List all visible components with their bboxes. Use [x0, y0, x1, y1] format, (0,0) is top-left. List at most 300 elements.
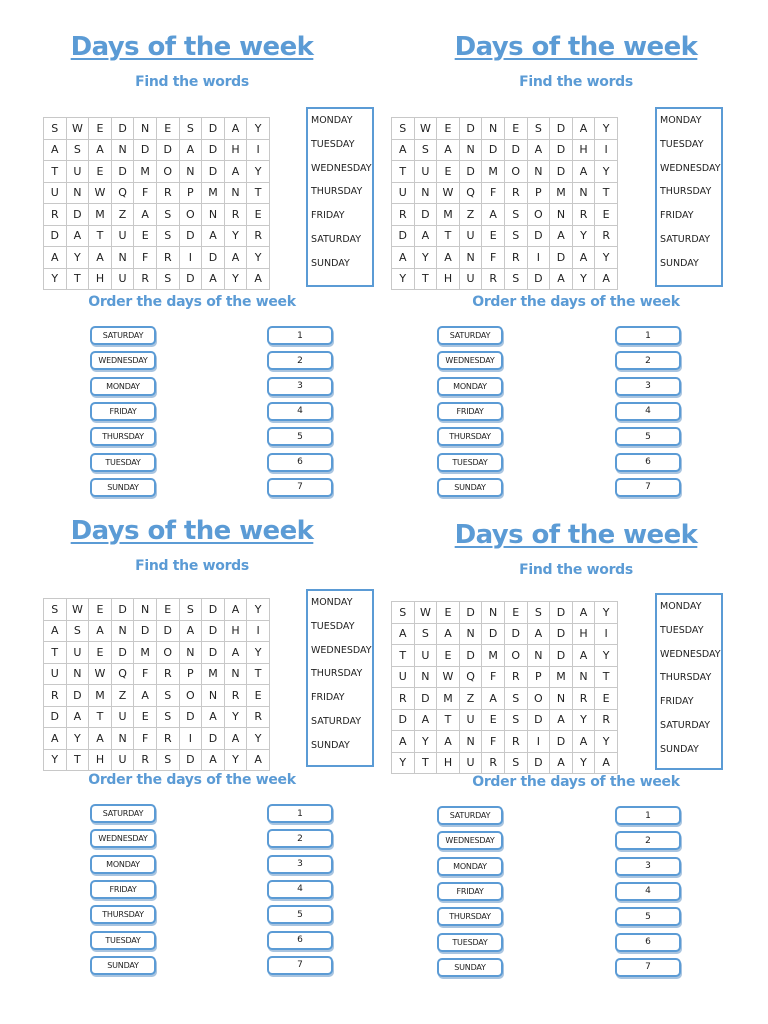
grid-letter-cell[interactable]: E	[482, 709, 505, 731]
grid-letter-cell[interactable]: D	[482, 623, 505, 645]
grid-letter-cell[interactable]: U	[459, 268, 482, 290]
grid-letter-cell[interactable]: P	[527, 666, 550, 688]
day-card[interactable]: THURSDAY	[90, 427, 156, 446]
grid-letter-cell[interactable]: T	[414, 268, 437, 290]
grid-letter-cell[interactable]: E	[247, 685, 270, 707]
grid-letter-cell[interactable]: Y	[572, 225, 595, 247]
day-card[interactable]: SUNDAY	[437, 958, 503, 977]
grid-letter-cell[interactable]: W	[414, 118, 437, 140]
grid-letter-cell[interactable]: Y	[247, 728, 270, 750]
grid-letter-cell[interactable]: U	[392, 666, 415, 688]
order-number-slot[interactable]: 4	[267, 402, 333, 421]
grid-letter-cell[interactable]: E	[595, 688, 618, 710]
grid-letter-cell[interactable]: N	[111, 620, 134, 642]
grid-letter-cell[interactable]: S	[504, 204, 527, 226]
grid-letter-cell[interactable]: A	[224, 642, 247, 664]
grid-letter-cell[interactable]: Z	[459, 204, 482, 226]
grid-letter-cell[interactable]: U	[111, 706, 134, 728]
grid-letter-cell[interactable]: N	[179, 161, 202, 183]
grid-letter-cell[interactable]: A	[437, 731, 460, 753]
grid-letter-cell[interactable]: S	[527, 118, 550, 140]
grid-letter-cell[interactable]: D	[202, 642, 225, 664]
grid-letter-cell[interactable]: A	[224, 728, 247, 750]
grid-letter-cell[interactable]: E	[482, 225, 505, 247]
grid-letter-cell[interactable]: D	[179, 268, 202, 290]
grid-letter-cell[interactable]: E	[156, 599, 179, 621]
order-number-slot[interactable]: 1	[267, 804, 333, 823]
grid-letter-cell[interactable]: E	[89, 118, 112, 140]
grid-letter-cell[interactable]: O	[156, 642, 179, 664]
grid-letter-cell[interactable]: E	[437, 161, 460, 183]
grid-letter-cell[interactable]: A	[224, 118, 247, 140]
grid-letter-cell[interactable]: Y	[572, 752, 595, 774]
grid-letter-cell[interactable]: A	[224, 599, 247, 621]
grid-letter-cell[interactable]: I	[527, 731, 550, 753]
grid-letter-cell[interactable]: U	[414, 645, 437, 667]
grid-letter-cell[interactable]: A	[595, 268, 618, 290]
grid-letter-cell[interactable]: Y	[44, 749, 67, 771]
grid-letter-cell[interactable]: S	[179, 118, 202, 140]
day-card[interactable]: SATURDAY	[437, 326, 503, 345]
grid-letter-cell[interactable]: A	[437, 623, 460, 645]
grid-letter-cell[interactable]: A	[179, 139, 202, 161]
grid-letter-cell[interactable]: A	[550, 709, 573, 731]
day-card[interactable]: SATURDAY	[437, 806, 503, 825]
day-card[interactable]: TUESDAY	[437, 453, 503, 472]
grid-letter-cell[interactable]: R	[44, 204, 67, 226]
grid-letter-cell[interactable]: A	[44, 247, 67, 269]
grid-letter-cell[interactable]: D	[392, 225, 415, 247]
grid-letter-cell[interactable]: S	[504, 225, 527, 247]
grid-letter-cell[interactable]: Y	[595, 731, 618, 753]
grid-letter-cell[interactable]: T	[595, 666, 618, 688]
grid-letter-cell[interactable]: H	[224, 139, 247, 161]
grid-letter-cell[interactable]: Y	[247, 247, 270, 269]
grid-letter-cell[interactable]: M	[437, 204, 460, 226]
grid-letter-cell[interactable]: T	[44, 161, 67, 183]
grid-letter-cell[interactable]: A	[392, 731, 415, 753]
grid-letter-cell[interactable]: R	[156, 182, 179, 204]
grid-letter-cell[interactable]: M	[202, 182, 225, 204]
order-number-slot[interactable]: 6	[267, 931, 333, 950]
grid-letter-cell[interactable]: F	[134, 182, 157, 204]
grid-letter-cell[interactable]: E	[89, 161, 112, 183]
order-number-slot[interactable]: 4	[615, 882, 681, 901]
grid-letter-cell[interactable]: D	[66, 685, 89, 707]
grid-letter-cell[interactable]: A	[482, 688, 505, 710]
grid-letter-cell[interactable]: U	[66, 642, 89, 664]
grid-letter-cell[interactable]: D	[111, 161, 134, 183]
day-card[interactable]: WEDNESDAY	[437, 831, 503, 850]
order-number-slot[interactable]: 7	[615, 478, 681, 497]
grid-letter-cell[interactable]: I	[179, 247, 202, 269]
grid-letter-cell[interactable]: R	[392, 688, 415, 710]
grid-letter-cell[interactable]: D	[111, 599, 134, 621]
grid-letter-cell[interactable]: W	[66, 599, 89, 621]
order-number-slot[interactable]: 1	[615, 326, 681, 345]
day-card[interactable]: TUESDAY	[90, 931, 156, 950]
grid-letter-cell[interactable]: S	[527, 602, 550, 624]
grid-letter-cell[interactable]: E	[156, 118, 179, 140]
grid-letter-cell[interactable]: A	[414, 225, 437, 247]
grid-letter-cell[interactable]: R	[504, 666, 527, 688]
grid-letter-cell[interactable]: A	[392, 247, 415, 269]
grid-letter-cell[interactable]: A	[482, 204, 505, 226]
grid-letter-cell[interactable]: D	[202, 599, 225, 621]
grid-letter-cell[interactable]: D	[459, 645, 482, 667]
grid-letter-cell[interactable]: S	[504, 709, 527, 731]
grid-letter-cell[interactable]: E	[504, 118, 527, 140]
order-number-slot[interactable]: 2	[267, 351, 333, 370]
grid-letter-cell[interactable]: Y	[247, 118, 270, 140]
order-number-slot[interactable]: 4	[615, 402, 681, 421]
grid-letter-cell[interactable]: R	[595, 709, 618, 731]
grid-letter-cell[interactable]: I	[527, 247, 550, 269]
order-number-slot[interactable]: 7	[267, 478, 333, 497]
grid-letter-cell[interactable]: U	[459, 225, 482, 247]
grid-letter-cell[interactable]: A	[134, 685, 157, 707]
grid-letter-cell[interactable]: A	[414, 709, 437, 731]
grid-letter-cell[interactable]: N	[527, 645, 550, 667]
grid-letter-cell[interactable]: Y	[414, 247, 437, 269]
grid-letter-cell[interactable]: R	[156, 247, 179, 269]
day-card[interactable]: MONDAY	[90, 377, 156, 396]
grid-letter-cell[interactable]: P	[179, 663, 202, 685]
grid-letter-cell[interactable]: A	[44, 728, 67, 750]
grid-letter-cell[interactable]: T	[437, 709, 460, 731]
order-number-slot[interactable]: 7	[267, 956, 333, 975]
grid-letter-cell[interactable]: T	[66, 749, 89, 771]
day-card[interactable]: WEDNESDAY	[90, 351, 156, 370]
grid-letter-cell[interactable]: R	[572, 204, 595, 226]
grid-letter-cell[interactable]: A	[550, 225, 573, 247]
grid-letter-cell[interactable]: A	[572, 645, 595, 667]
grid-letter-cell[interactable]: I	[595, 139, 618, 161]
grid-letter-cell[interactable]: N	[202, 204, 225, 226]
grid-letter-cell[interactable]: N	[459, 247, 482, 269]
grid-letter-cell[interactable]: H	[224, 620, 247, 642]
grid-letter-cell[interactable]: H	[89, 268, 112, 290]
grid-letter-cell[interactable]: A	[550, 752, 573, 774]
grid-letter-cell[interactable]: M	[550, 666, 573, 688]
grid-letter-cell[interactable]: Y	[247, 599, 270, 621]
grid-letter-cell[interactable]: E	[134, 225, 157, 247]
grid-letter-cell[interactable]: D	[111, 642, 134, 664]
grid-letter-cell[interactable]: H	[89, 749, 112, 771]
grid-letter-cell[interactable]: M	[134, 642, 157, 664]
grid-letter-cell[interactable]: D	[202, 139, 225, 161]
grid-letter-cell[interactable]: R	[572, 688, 595, 710]
grid-letter-cell[interactable]: Z	[111, 685, 134, 707]
grid-letter-cell[interactable]: D	[44, 225, 67, 247]
grid-letter-cell[interactable]: A	[89, 139, 112, 161]
grid-letter-cell[interactable]: D	[550, 645, 573, 667]
grid-letter-cell[interactable]: M	[437, 688, 460, 710]
grid-letter-cell[interactable]: F	[482, 182, 505, 204]
day-card[interactable]: TUESDAY	[90, 453, 156, 472]
day-card[interactable]: FRIDAY	[90, 880, 156, 899]
grid-letter-cell[interactable]: M	[550, 182, 573, 204]
grid-letter-cell[interactable]: A	[247, 749, 270, 771]
day-card[interactable]: TUESDAY	[437, 933, 503, 952]
grid-letter-cell[interactable]: Z	[111, 204, 134, 226]
grid-letter-cell[interactable]: T	[44, 642, 67, 664]
grid-letter-cell[interactable]: Y	[572, 709, 595, 731]
day-card[interactable]: THURSDAY	[437, 427, 503, 446]
grid-letter-cell[interactable]: E	[437, 602, 460, 624]
grid-letter-cell[interactable]: E	[437, 118, 460, 140]
grid-letter-cell[interactable]: F	[134, 728, 157, 750]
grid-letter-cell[interactable]: A	[550, 268, 573, 290]
day-card[interactable]: MONDAY	[437, 857, 503, 876]
grid-letter-cell[interactable]: A	[44, 139, 67, 161]
grid-letter-cell[interactable]: N	[179, 642, 202, 664]
grid-letter-cell[interactable]: A	[572, 731, 595, 753]
grid-letter-cell[interactable]: F	[134, 247, 157, 269]
grid-letter-cell[interactable]: A	[392, 139, 415, 161]
grid-letter-cell[interactable]: N	[134, 599, 157, 621]
grid-letter-cell[interactable]: Y	[595, 645, 618, 667]
order-number-slot[interactable]: 2	[267, 829, 333, 848]
grid-letter-cell[interactable]: D	[550, 139, 573, 161]
grid-letter-cell[interactable]: A	[44, 620, 67, 642]
grid-letter-cell[interactable]: U	[392, 182, 415, 204]
order-number-slot[interactable]: 6	[615, 933, 681, 952]
grid-letter-cell[interactable]: Y	[392, 752, 415, 774]
grid-letter-cell[interactable]: R	[595, 225, 618, 247]
grid-letter-cell[interactable]: R	[504, 731, 527, 753]
grid-letter-cell[interactable]: R	[156, 663, 179, 685]
day-card[interactable]: THURSDAY	[437, 907, 503, 926]
grid-letter-cell[interactable]: R	[44, 685, 67, 707]
grid-letter-cell[interactable]: U	[111, 268, 134, 290]
grid-letter-cell[interactable]: N	[111, 247, 134, 269]
grid-letter-cell[interactable]: A	[572, 118, 595, 140]
grid-letter-cell[interactable]: I	[247, 620, 270, 642]
day-card[interactable]: WEDNESDAY	[90, 829, 156, 848]
grid-letter-cell[interactable]: D	[134, 139, 157, 161]
grid-letter-cell[interactable]: S	[414, 623, 437, 645]
grid-letter-cell[interactable]: W	[89, 663, 112, 685]
grid-letter-cell[interactable]: N	[459, 139, 482, 161]
grid-letter-cell[interactable]: S	[504, 268, 527, 290]
grid-letter-cell[interactable]: O	[527, 204, 550, 226]
grid-letter-cell[interactable]: D	[134, 620, 157, 642]
grid-letter-cell[interactable]: N	[111, 139, 134, 161]
day-card[interactable]: WEDNESDAY	[437, 351, 503, 370]
day-card[interactable]: FRIDAY	[437, 402, 503, 421]
grid-letter-cell[interactable]: R	[504, 182, 527, 204]
grid-letter-cell[interactable]: A	[527, 623, 550, 645]
grid-letter-cell[interactable]: D	[482, 139, 505, 161]
grid-letter-cell[interactable]: Y	[44, 268, 67, 290]
grid-letter-cell[interactable]: A	[89, 620, 112, 642]
grid-letter-cell[interactable]: A	[134, 204, 157, 226]
grid-letter-cell[interactable]: Y	[572, 268, 595, 290]
grid-letter-cell[interactable]: A	[572, 602, 595, 624]
grid-letter-cell[interactable]: D	[459, 161, 482, 183]
grid-letter-cell[interactable]: Y	[414, 731, 437, 753]
grid-letter-cell[interactable]: F	[482, 247, 505, 269]
day-card[interactable]: FRIDAY	[437, 882, 503, 901]
grid-letter-cell[interactable]: N	[459, 623, 482, 645]
grid-letter-cell[interactable]: R	[247, 225, 270, 247]
grid-letter-cell[interactable]: M	[89, 204, 112, 226]
grid-letter-cell[interactable]: A	[527, 139, 550, 161]
grid-letter-cell[interactable]: A	[202, 706, 225, 728]
grid-letter-cell[interactable]: A	[437, 139, 460, 161]
order-number-slot[interactable]: 2	[615, 351, 681, 370]
grid-letter-cell[interactable]: S	[504, 752, 527, 774]
grid-letter-cell[interactable]: F	[482, 731, 505, 753]
grid-letter-cell[interactable]: S	[156, 685, 179, 707]
grid-letter-cell[interactable]: Y	[66, 247, 89, 269]
grid-letter-cell[interactable]: D	[156, 620, 179, 642]
grid-letter-cell[interactable]: E	[504, 602, 527, 624]
order-number-slot[interactable]: 6	[615, 453, 681, 472]
grid-letter-cell[interactable]: N	[202, 685, 225, 707]
day-card[interactable]: SUNDAY	[437, 478, 503, 497]
grid-letter-cell[interactable]: O	[504, 645, 527, 667]
grid-letter-cell[interactable]: N	[527, 161, 550, 183]
grid-letter-cell[interactable]: T	[437, 225, 460, 247]
grid-letter-cell[interactable]: Z	[459, 688, 482, 710]
grid-letter-cell[interactable]: D	[550, 602, 573, 624]
grid-letter-cell[interactable]: S	[414, 139, 437, 161]
grid-letter-cell[interactable]: D	[179, 706, 202, 728]
grid-letter-cell[interactable]: U	[66, 161, 89, 183]
grid-letter-cell[interactable]: Q	[459, 666, 482, 688]
grid-letter-cell[interactable]: W	[414, 602, 437, 624]
grid-letter-cell[interactable]: I	[247, 139, 270, 161]
grid-letter-cell[interactable]: Y	[595, 161, 618, 183]
grid-letter-cell[interactable]: R	[247, 706, 270, 728]
grid-letter-cell[interactable]: S	[156, 225, 179, 247]
grid-letter-cell[interactable]: U	[44, 182, 67, 204]
grid-letter-cell[interactable]: D	[202, 161, 225, 183]
grid-letter-cell[interactable]: N	[550, 688, 573, 710]
day-card[interactable]: SATURDAY	[90, 326, 156, 345]
day-card[interactable]: SUNDAY	[90, 956, 156, 975]
grid-letter-cell[interactable]: N	[482, 602, 505, 624]
grid-letter-cell[interactable]: N	[66, 663, 89, 685]
order-number-slot[interactable]: 5	[267, 905, 333, 924]
grid-letter-cell[interactable]: D	[504, 623, 527, 645]
grid-letter-cell[interactable]: R	[134, 749, 157, 771]
grid-letter-cell[interactable]: D	[550, 161, 573, 183]
grid-letter-cell[interactable]: T	[247, 182, 270, 204]
grid-letter-cell[interactable]: D	[202, 118, 225, 140]
grid-letter-cell[interactable]: D	[392, 709, 415, 731]
grid-letter-cell[interactable]: M	[202, 663, 225, 685]
grid-letter-cell[interactable]: N	[66, 182, 89, 204]
grid-letter-cell[interactable]: Q	[111, 663, 134, 685]
grid-letter-cell[interactable]: A	[572, 247, 595, 269]
order-number-slot[interactable]: 5	[615, 907, 681, 926]
grid-letter-cell[interactable]: P	[179, 182, 202, 204]
grid-letter-cell[interactable]: A	[392, 623, 415, 645]
grid-letter-cell[interactable]: W	[89, 182, 112, 204]
order-number-slot[interactable]: 6	[267, 453, 333, 472]
grid-letter-cell[interactable]: Q	[459, 182, 482, 204]
grid-letter-cell[interactable]: E	[89, 599, 112, 621]
grid-letter-cell[interactable]: S	[179, 599, 202, 621]
grid-letter-cell[interactable]: H	[437, 268, 460, 290]
grid-letter-cell[interactable]: R	[482, 268, 505, 290]
grid-letter-cell[interactable]: S	[156, 204, 179, 226]
grid-letter-cell[interactable]: D	[550, 731, 573, 753]
grid-letter-cell[interactable]: D	[156, 139, 179, 161]
grid-letter-cell[interactable]: H	[572, 139, 595, 161]
order-number-slot[interactable]: 1	[267, 326, 333, 345]
grid-letter-cell[interactable]: D	[66, 204, 89, 226]
grid-letter-cell[interactable]: Y	[595, 247, 618, 269]
grid-letter-cell[interactable]: T	[392, 645, 415, 667]
grid-letter-cell[interactable]: N	[414, 182, 437, 204]
grid-letter-cell[interactable]: S	[44, 599, 67, 621]
grid-letter-cell[interactable]: O	[179, 685, 202, 707]
grid-letter-cell[interactable]: O	[527, 688, 550, 710]
grid-letter-cell[interactable]: E	[89, 642, 112, 664]
grid-letter-cell[interactable]: D	[527, 709, 550, 731]
grid-letter-cell[interactable]: F	[482, 666, 505, 688]
grid-letter-cell[interactable]: E	[134, 706, 157, 728]
order-number-slot[interactable]: 5	[267, 427, 333, 446]
grid-letter-cell[interactable]: F	[134, 663, 157, 685]
grid-letter-cell[interactable]: T	[392, 161, 415, 183]
grid-letter-cell[interactable]: D	[179, 749, 202, 771]
grid-letter-cell[interactable]: O	[179, 204, 202, 226]
grid-letter-cell[interactable]: M	[482, 161, 505, 183]
grid-letter-cell[interactable]: E	[247, 204, 270, 226]
grid-letter-cell[interactable]: T	[414, 752, 437, 774]
grid-letter-cell[interactable]: A	[224, 247, 247, 269]
grid-letter-cell[interactable]: I	[179, 728, 202, 750]
grid-letter-cell[interactable]: R	[392, 204, 415, 226]
grid-letter-cell[interactable]: D	[202, 728, 225, 750]
grid-letter-cell[interactable]: Y	[224, 706, 247, 728]
order-number-slot[interactable]: 7	[615, 958, 681, 977]
day-card[interactable]: SATURDAY	[90, 804, 156, 823]
grid-letter-cell[interactable]: D	[414, 688, 437, 710]
grid-letter-cell[interactable]: D	[550, 623, 573, 645]
grid-letter-cell[interactable]: D	[459, 118, 482, 140]
grid-letter-cell[interactable]: A	[202, 749, 225, 771]
grid-letter-cell[interactable]: S	[392, 602, 415, 624]
grid-letter-cell[interactable]: Y	[224, 268, 247, 290]
grid-letter-cell[interactable]: T	[247, 663, 270, 685]
grid-letter-cell[interactable]: Y	[392, 268, 415, 290]
grid-letter-cell[interactable]: N	[572, 666, 595, 688]
day-card[interactable]: FRIDAY	[90, 402, 156, 421]
grid-letter-cell[interactable]: A	[89, 728, 112, 750]
grid-letter-cell[interactable]: A	[202, 268, 225, 290]
grid-letter-cell[interactable]: A	[89, 247, 112, 269]
grid-letter-cell[interactable]: O	[156, 161, 179, 183]
grid-letter-cell[interactable]: N	[224, 663, 247, 685]
grid-letter-cell[interactable]: W	[437, 666, 460, 688]
grid-letter-cell[interactable]: R	[224, 204, 247, 226]
grid-letter-cell[interactable]: O	[504, 161, 527, 183]
grid-letter-cell[interactable]: U	[44, 663, 67, 685]
grid-letter-cell[interactable]: D	[414, 204, 437, 226]
grid-letter-cell[interactable]: E	[437, 645, 460, 667]
day-card[interactable]: MONDAY	[437, 377, 503, 396]
grid-letter-cell[interactable]: R	[156, 728, 179, 750]
grid-letter-cell[interactable]: N	[572, 182, 595, 204]
grid-letter-cell[interactable]: D	[44, 706, 67, 728]
day-card[interactable]: THURSDAY	[90, 905, 156, 924]
